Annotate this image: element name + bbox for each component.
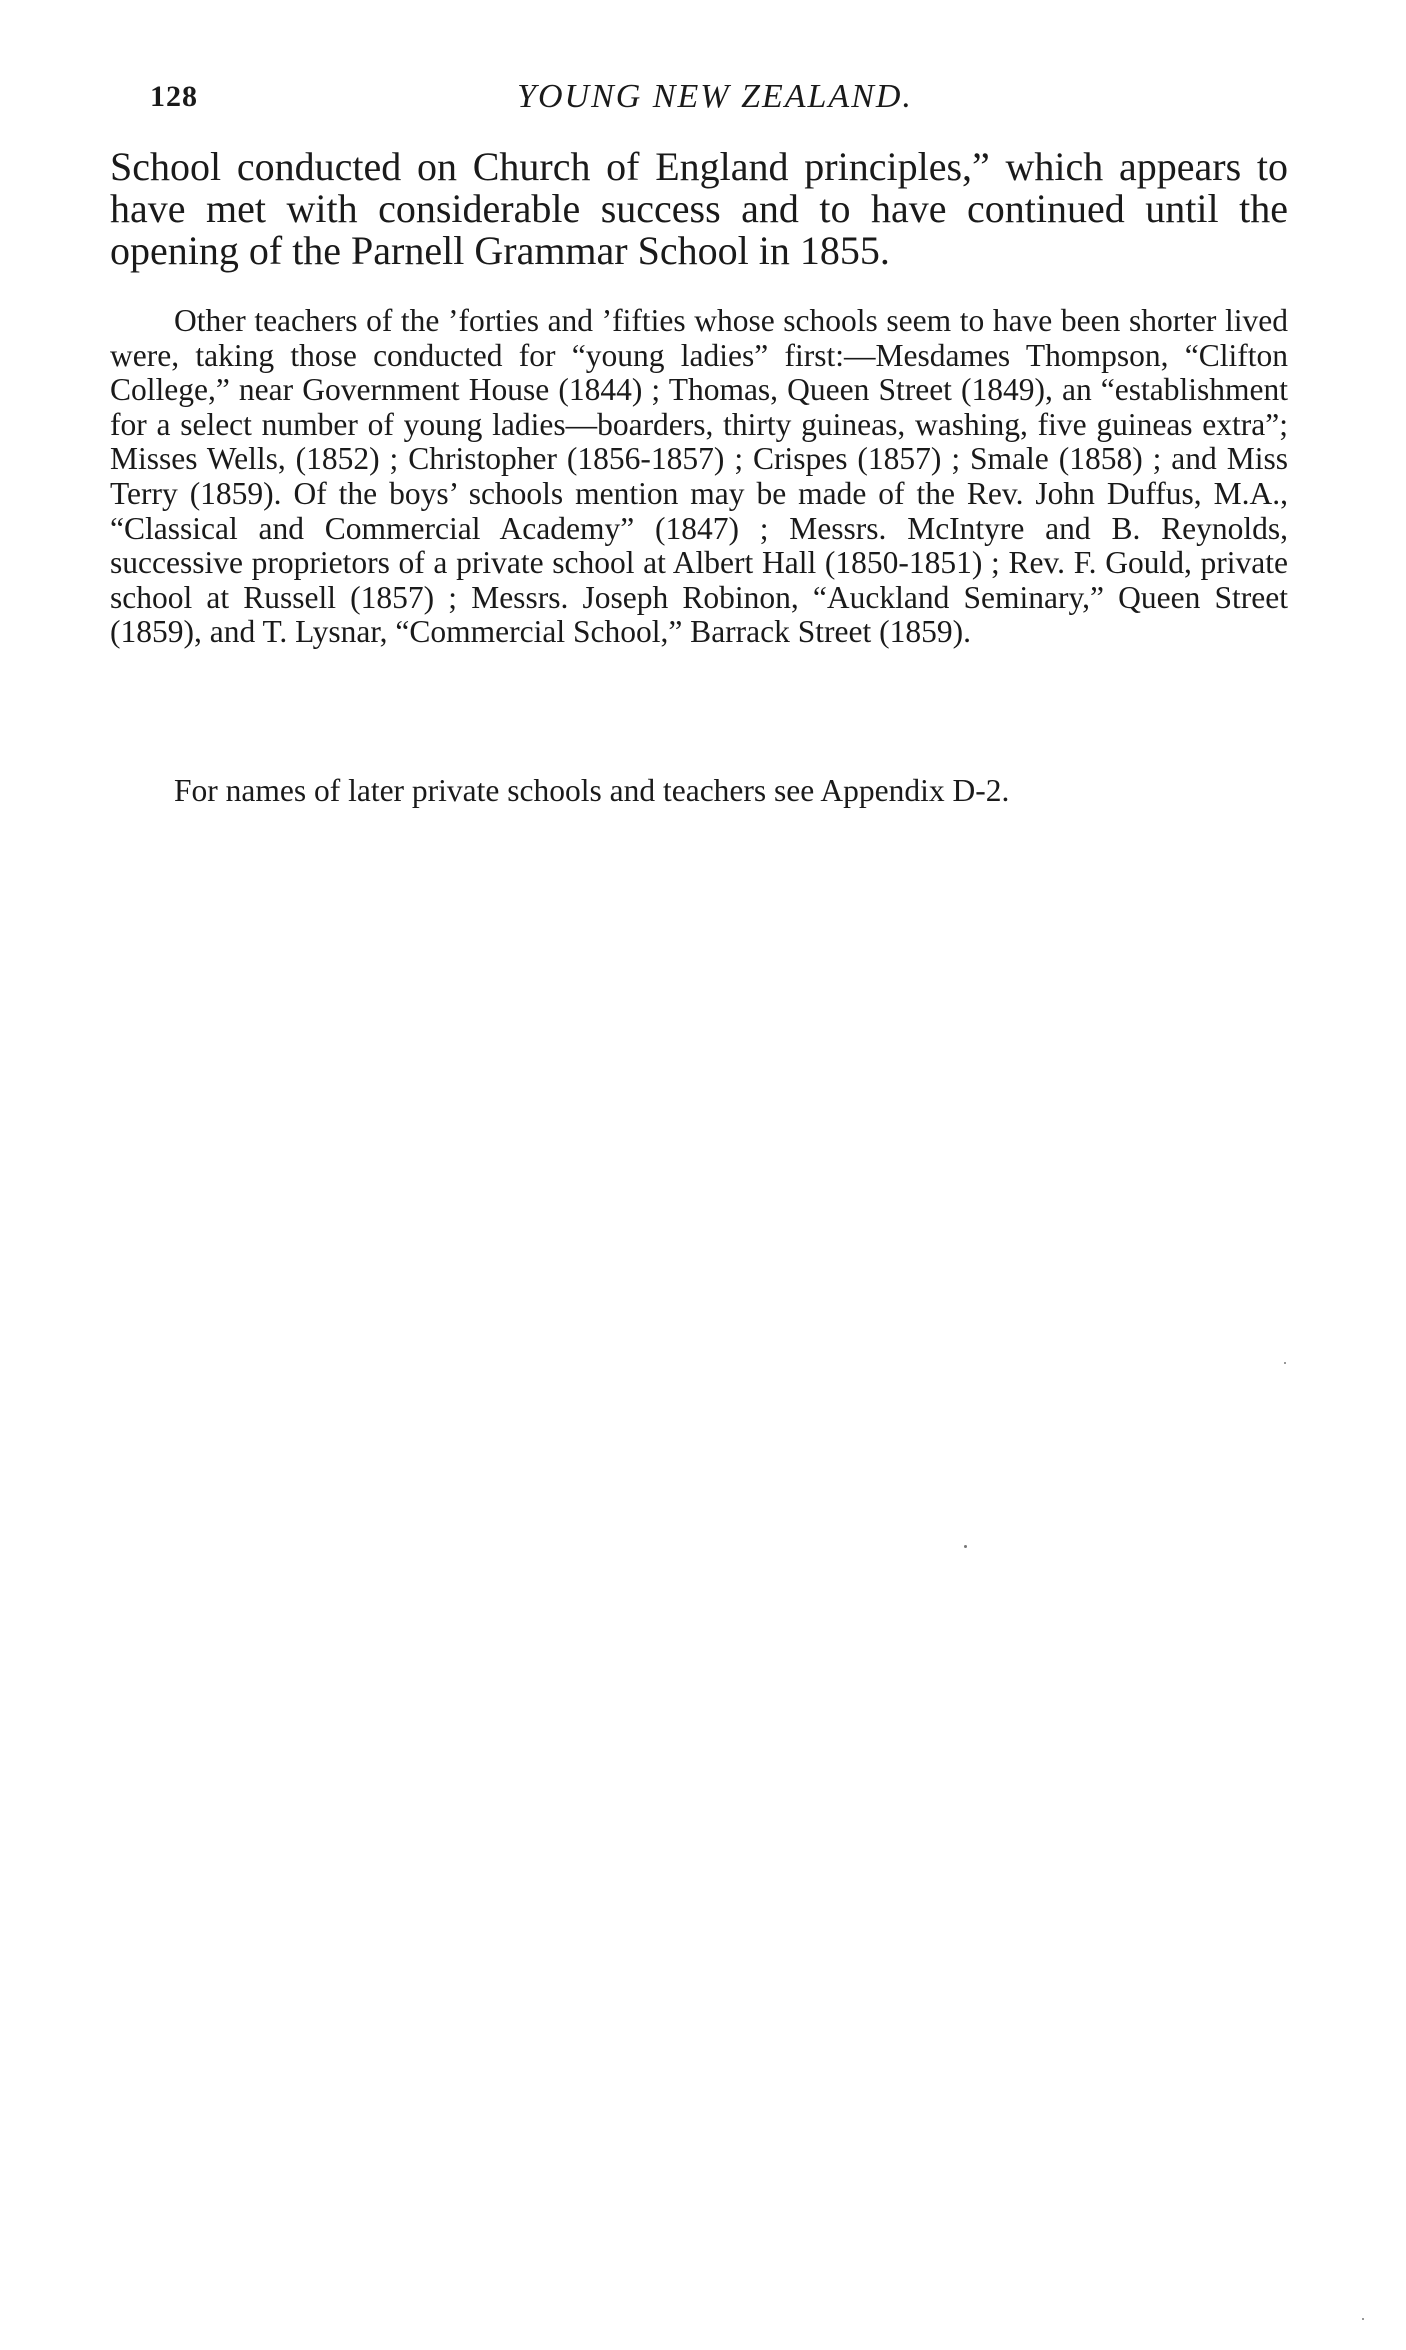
teachers-paragraph: Other teachers of the ’forties and ’fifties whose schools seem to have been shorter lived were, taking those conducted for “young ladies” first:—Mesdames Thompson, “Clifton College,” near Government House (1844) ; Thomas, Queen Street (1849), an “establishment for a select number of young ladies—boarders, thirty guineas, washing, five guineas extra”; Misses Wells, (1852) ; Christopher (1856-1857) ; Crispes (1857) ; Smale (1858) ; and Miss Terry (1859). Of the boys’ schools mention may be made of the Rev. John Duffus, M.A., “Classical and Commercial Academy” (1847) ; Messrs. McIntyre and B. Reynolds, successive proprietors of a private school at Albert Hall (1850-1851) ; Rev. F. Gould, private school at Russell (1857) ; Messrs. Joseph Robinon, “Auckland Seminary,” Queen Street (1859), and T. Lysnar, “Commercial School,” Barrack Street (1859). (110, 303, 1288, 650)
page-number: 128 (150, 80, 198, 113)
continued-paragraph: School conducted on Church of England principles,” which appears to have met with considerable success and to have continued until the opening of the Parnell Grammar School in 1855. (110, 144, 1288, 273)
book-title: YOUNG NEW ZEALAND. (517, 78, 913, 115)
paper-speck (1362, 2318, 1364, 2320)
paper-speck (1284, 1362, 1286, 1364)
running-head (150, 80, 1280, 124)
paper-speck (964, 1545, 967, 1548)
appendix-paragraph: For names of later private schools and teachers see Appendix D-2. (174, 773, 1010, 808)
